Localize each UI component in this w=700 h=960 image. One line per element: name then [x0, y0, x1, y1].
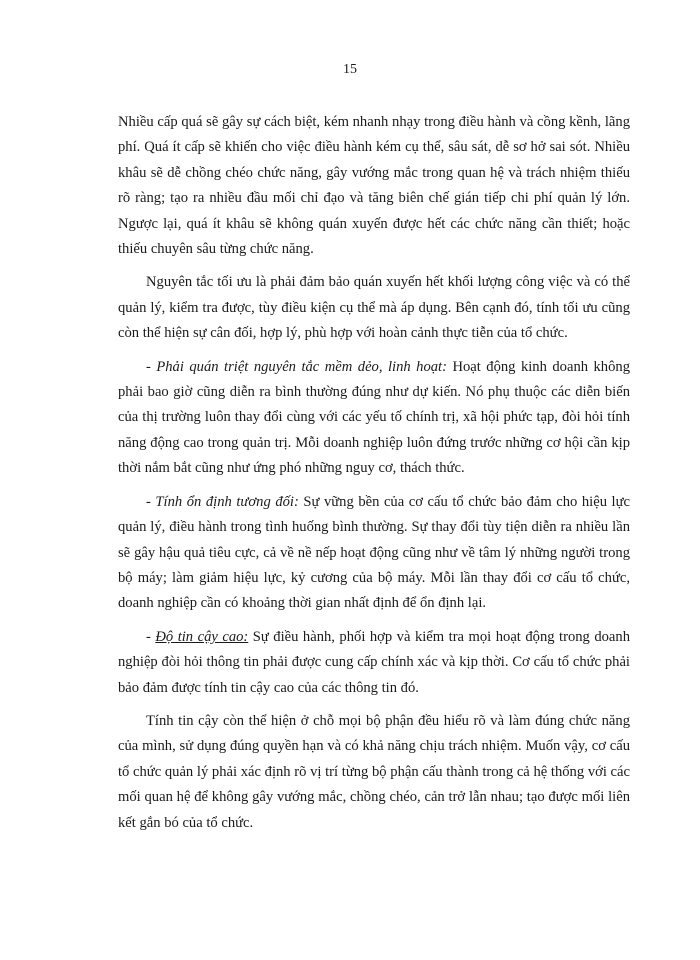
paragraph-optimal-principle: Nguyên tắc tối ưu là phải đảm bảo quán xuyến hết khối lượng công việc và có thể quản lý, kiểm tra được, tùy điều kiện cụ thể mà áp dụng. Bên cạnh đó, tính tối ưu cũng còn thể hiện sự cân đối, hợp lý, phù hợp với hoàn cảnh thực tiễn của tổ chức. — [118, 274, 630, 342]
stability-body: Sự vững bền của cơ cấu tổ chức bảo đảm cho hiệu lực quản lý, điều hành trong tình huống bình thường. Sự thay đổi tùy tiện diễn ra nhiều lần sẽ gây hậu quả tiêu cực, cả về nề nếp hoạt động cũng như về tâm lý những người trong bộ máy; làm giảm hiệu lực, kỷ cương của bộ máy. Mỗi lần thay đổi cơ cấu tổ chức, doanh nghiệp cần có khoảng thời gian nhất định để ổn định lại. — [118, 493, 630, 612]
document-body — [118, 110, 630, 844]
paragraph-reliability — [118, 625, 630, 701]
page-number: 15 — [343, 62, 357, 77]
stability-heading: - Tính ổn định tương đối: — [146, 493, 299, 510]
flexibility-heading: - Phải quán triệt nguyên tắc mềm dẻo, linh hoạt: — [146, 358, 447, 375]
paragraph-stability — [118, 490, 630, 617]
reliability-prefix: - — [146, 628, 156, 645]
reliability-body: Sự điều hành, phối hợp và kiểm tra mọi hoạt động trong doanh nghiệp đòi hỏi thông tin phải được cung cấp chính xác và kịp thời. Cơ cấu tổ chức phải bảo đảm được tính tin cậy cao của các thông tin đó. — [118, 628, 630, 696]
reliability-heading: Độ tin cậy cao: — [155, 628, 249, 645]
paragraph-reliability-detail: Tính tin cậy còn thể hiện ở chỗ mọi bộ phận đều hiểu rõ và làm đúng chức năng của mình, sử dụng đúng quyền hạn và có khả năng chịu trách nhiệm. Muốn vậy, cơ cấu tổ chức quản lý phải xác định rõ vị trí từng bộ phận cấu thành trong cả hệ thống với các mối quan hệ để không gây vướng mắc, chồng chéo, cản trở lẫn nhau; tạo được mối liên kết gắn bó của tổ chức. — [118, 712, 630, 831]
paragraph-flexibility — [118, 355, 630, 482]
paragraph-levels: Nhiều cấp quá sẽ gây sự cách biệt, kém nhanh nhạy trong điều hành và cồng kềnh, lãng phí. Quá ít cấp sẽ khiến cho việc điều hành kém cụ thể, sâu sát, dễ sơ hở sai sót. Nhiều khâu sẽ dễ chồng chéo chức năng, gây vướng mắc trong quan hệ và trách nhiệm thiếu rõ ràng; tạo ra nhiều đầu mối chỉ đạo và tăng biên chế gián tiếp chi phí quản lý lớn. Ngược lại, quá ít khâu sẽ không quán xuyến được hết các chức năng cần thiết; hoặc thiếu chuyên sâu từng chức năng. — [118, 114, 630, 258]
flexibility-body: Hoạt động kinh doanh không phải bao giờ cũng diễn ra bình thường đúng như dự kiến. Nó phụ thuộc các diễn biến của thị trường luôn thay đổi cùng với các yếu tố chính trị, xã hội phức tạp, đòi hỏi tính năng động cao trong quản trị. Mỗi doanh nghiệp luôn đứng trước những cơ hội cần kịp thời nắm bắt cũng như ứng phó những nguy cơ, thách thức. — [118, 358, 630, 477]
